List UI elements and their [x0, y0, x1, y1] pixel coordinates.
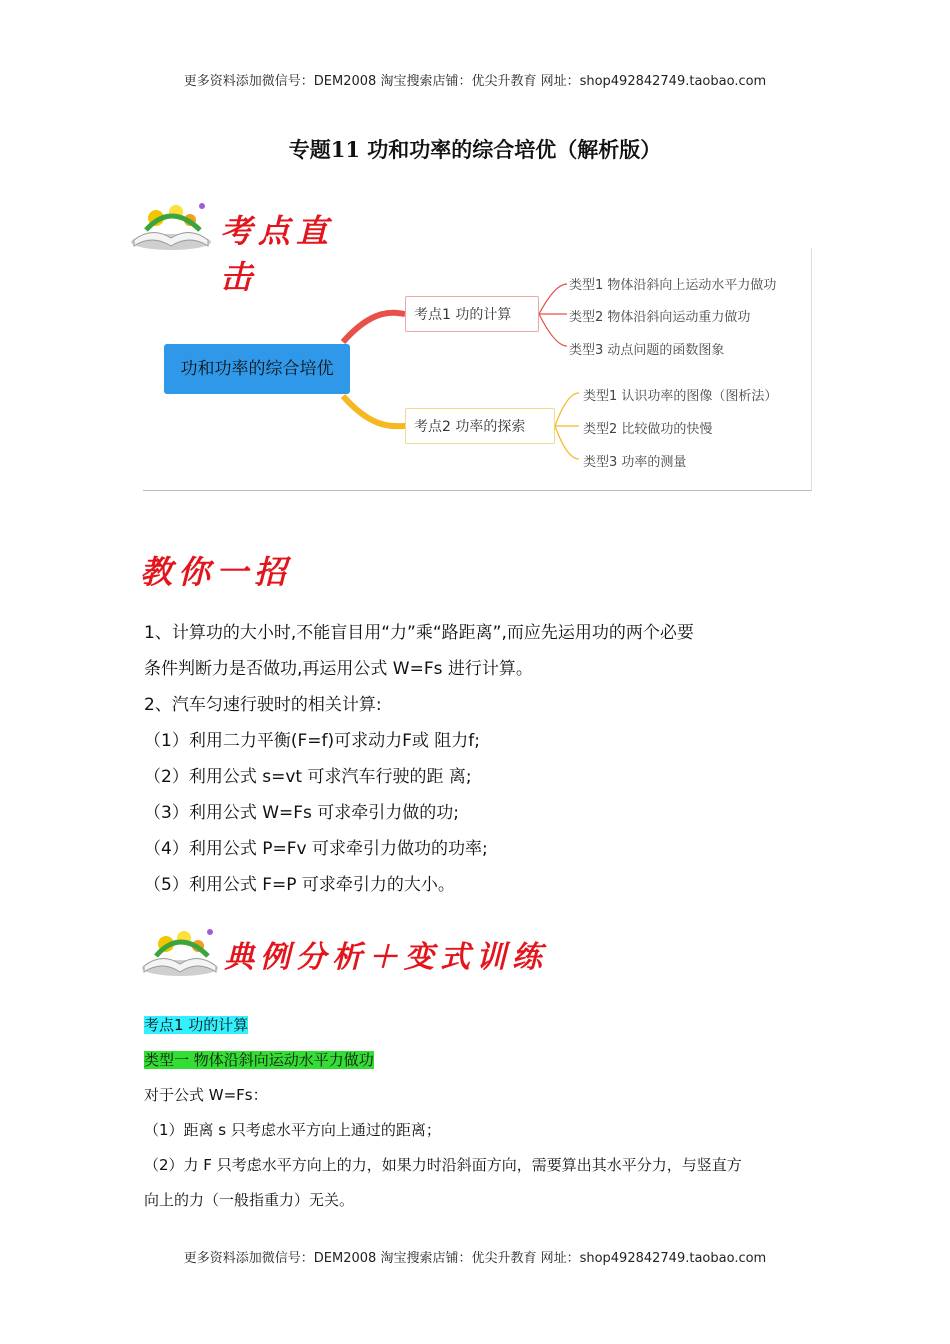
section-line: （2）力 F 只考虑水平方向上的力，如果力时沿斜面方向，需要算出其水平分力，与竖直方 — [144, 1156, 742, 1174]
banner-kaodian-text: 考点直击 — [220, 212, 335, 296]
section-line: 向上的力（一般指重力）无关。 — [144, 1191, 355, 1209]
book-flower-icon — [138, 922, 222, 978]
tips-line: （5）利用公式 F=P 可求牵引力的大小。 — [144, 875, 455, 895]
mindmap-branch-2: 考点2 功率的探索 — [405, 408, 555, 444]
tips-line: （3）利用公式 W=Fs 可求牵引力做的功; — [144, 803, 460, 823]
kaodian-label: 考点1 功的计算 — [144, 1016, 249, 1034]
tips-line: 2、汽车匀速行驶时的相关计算: — [144, 695, 382, 715]
mindmap-leaf-1-3: 类型3 动点问题的函数图象 — [569, 343, 725, 358]
branch1-leaf-lines — [539, 284, 567, 346]
tips-line: 条件判断力是否做功,再运用公式 W=Fs 进行计算。 — [144, 659, 533, 679]
page-title: 专题11 功和功率的综合培优（解析版） — [288, 137, 662, 162]
page-footer: 更多资料添加微信号：DEM2008 淘宝搜索店铺：优尖升教育 网址：shop492842749.taobao.com — [183, 1251, 767, 1266]
branch1-curve — [343, 313, 405, 342]
banner-kaodian — [126, 196, 366, 296]
mindmap-leaf-2-2: 类型2 比较做功的快慢 — [583, 422, 713, 437]
banner-tips: 教你一招 — [140, 553, 293, 591]
mindmap-leaf-2-1: 类型1 认识功率的图像（图析法） — [583, 389, 778, 404]
banner-examples-text: 典例分析＋变式训练 — [224, 940, 548, 975]
section-line: 对于公式 W=Fs： — [144, 1086, 268, 1104]
branch2-leaf-lines — [555, 393, 579, 459]
tips-line: 1、计算功的大小时,不能盲目用“力”乘“路距离”,而应先运用功的两个必要 — [144, 623, 694, 643]
mindmap-leaf-1-1: 类型1 物体沿斜向上运动水平力做功 — [569, 278, 777, 293]
mindmap-root: 功和功率的综合培优 — [164, 344, 350, 394]
banner-examples — [138, 922, 558, 978]
section-block — [144, 1008, 824, 1218]
tips-block — [144, 615, 824, 903]
leixing-label: 类型一 物体沿斜向运动水平力做功 — [144, 1051, 374, 1069]
section-line: （1）距离 s 只考虑水平方向上通过的距离； — [144, 1121, 441, 1139]
tips-line: （4）利用公式 P=Fv 可求牵引力做功的功率; — [144, 839, 488, 859]
book-flower-icon — [126, 196, 216, 252]
branch2-curve — [343, 396, 405, 426]
page-header: 更多资料添加微信号：DEM2008 淘宝搜索店铺：优尖升教育 网址：shop492842749.taobao.com — [183, 74, 767, 89]
tips-line: （1）利用二力平衡(F=f)可求动力F或 阻力f; — [144, 731, 480, 751]
mindmap-leaf-2-3: 类型3 功率的测量 — [583, 455, 687, 470]
mindmap-branch-1: 考点1 功的计算 — [405, 296, 539, 332]
mindmap — [143, 248, 812, 491]
mindmap-leaf-1-2: 类型2 物体沿斜向运动重力做功 — [569, 310, 751, 325]
tips-line: （2）利用公式 s=vt 可求汽车行驶的距 离; — [144, 767, 472, 787]
